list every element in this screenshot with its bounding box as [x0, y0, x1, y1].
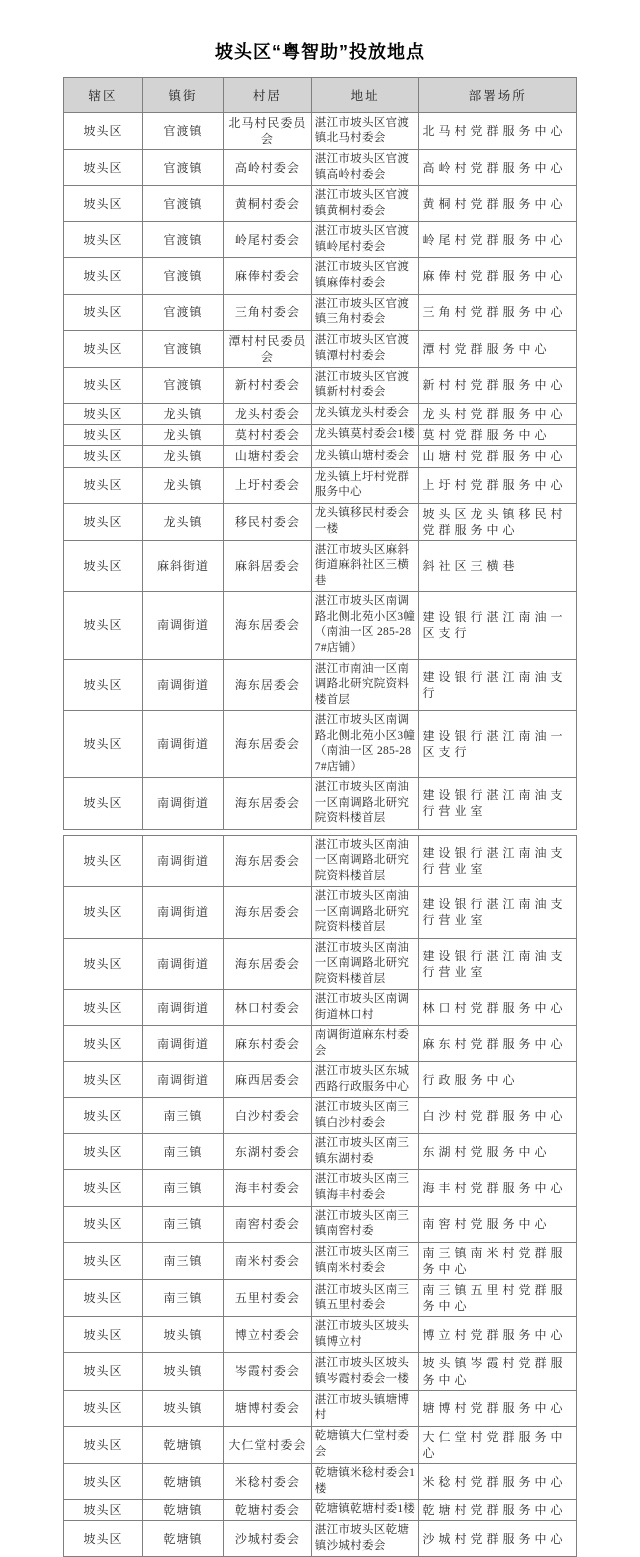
table-row: [64, 1170, 577, 1206]
cell-address: 龙头镇龙头村委会: [311, 403, 419, 424]
cell-site: 米稔村党群服务中心: [419, 1464, 577, 1500]
cell-town: 南调街道: [143, 990, 224, 1026]
table-row: [64, 938, 577, 990]
cell-district: 坡头区: [64, 113, 143, 150]
table-section-1: [63, 77, 577, 830]
cell-town: 官渡镇: [143, 367, 224, 403]
cell-site: 三角村党群服务中心: [419, 294, 577, 330]
cell-town: 南三镇: [143, 1134, 224, 1170]
cell-village: 沙城村委会: [224, 1521, 312, 1557]
cell-site: 建设银行湛江南油一区支行: [419, 592, 577, 659]
cell-district: 坡头区: [64, 425, 143, 446]
table-row: [64, 1521, 577, 1557]
cell-address: 湛江市坡头区南油一区南调路北研究院资料楼首层: [311, 778, 419, 830]
cell-site: 南窖村党服务中心: [419, 1206, 577, 1242]
cell-address: 湛江市坡头区南调街道林口村: [311, 990, 419, 1026]
cell-address: 乾塘镇大仁堂村委会: [311, 1426, 419, 1463]
table-row: [64, 186, 577, 222]
table-row: [64, 1390, 577, 1426]
cell-village: 岑霞村委会: [224, 1353, 312, 1390]
cell-village: 大仁堂村委会: [224, 1426, 312, 1463]
cell-address: 湛江市坡头区官渡镇高岭村委会: [311, 150, 419, 186]
cell-town: 龙头镇: [143, 446, 224, 467]
cell-town: 南调街道: [143, 938, 224, 990]
cell-village: 白沙村委会: [224, 1098, 312, 1134]
cell-village: 北马村民委员会: [224, 113, 312, 150]
cell-town: 龙头镇: [143, 403, 224, 424]
cell-town: 龙头镇: [143, 467, 224, 503]
cell-address: 湛江市坡头区南三镇东湖村委: [311, 1134, 419, 1170]
cell-district: 坡头区: [64, 1206, 143, 1242]
cell-village: 海东居委会: [224, 938, 312, 990]
cell-village: 南窖村委会: [224, 1206, 312, 1242]
cell-town: 官渡镇: [143, 113, 224, 150]
cell-town: 坡头镇: [143, 1317, 224, 1353]
cell-district: 坡头区: [64, 711, 143, 778]
cell-address: 龙头镇上圩村党群服务中心: [311, 467, 419, 503]
cell-town: 乾塘镇: [143, 1500, 224, 1521]
column-header-district: 辖区: [64, 78, 143, 113]
cell-town: 南三镇: [143, 1098, 224, 1134]
cell-site: 龙头村党群服务中心: [419, 403, 577, 424]
cell-address: 湛江市坡头区东城西路行政服务中心: [311, 1062, 419, 1098]
cell-district: 坡头区: [64, 186, 143, 222]
cell-district: 坡头区: [64, 467, 143, 503]
cell-district: 坡头区: [64, 258, 143, 294]
cell-address: 湛江市坡头区南调路北侧北苑小区3幢（南油一区 285-287#店铺）: [311, 711, 419, 778]
cell-site: 东湖村党服务中心: [419, 1134, 577, 1170]
table-row: [64, 778, 577, 830]
cell-site: 沙城村党群服务中心: [419, 1521, 577, 1557]
cell-district: 坡头区: [64, 150, 143, 186]
cell-district: 坡头区: [64, 1062, 143, 1098]
cell-address: 龙头镇山塘村委会: [311, 446, 419, 467]
table-row: [64, 1206, 577, 1242]
cell-town: 乾塘镇: [143, 1521, 224, 1557]
cell-district: 坡头区: [64, 1170, 143, 1206]
cell-village: 新村村委会: [224, 367, 312, 403]
cell-address: 湛江市坡头区南油一区南调路北研究院资料楼首层: [311, 835, 419, 887]
cell-site: 南三镇南米村党群服务中心: [419, 1242, 577, 1279]
cell-town: 坡头镇: [143, 1390, 224, 1426]
cell-site: 麻俸村党群服务中心: [419, 258, 577, 294]
cell-town: 南调街道: [143, 1062, 224, 1098]
cell-address: 龙头镇移民村委会一楼: [311, 503, 419, 540]
cell-address: 湛江市坡头区官渡镇麻俸村委会: [311, 258, 419, 294]
cell-town: 官渡镇: [143, 150, 224, 186]
cell-site: 博立村党群服务中心: [419, 1317, 577, 1353]
table-row: [64, 1026, 577, 1062]
table-row: [64, 1353, 577, 1390]
cell-site: 南三镇五里村党群服务中心: [419, 1279, 577, 1316]
cell-address: 湛江市坡头区南三镇南米村委会: [311, 1242, 419, 1279]
cell-village: 南米村委会: [224, 1242, 312, 1279]
table-row: [64, 467, 577, 503]
table-row: [64, 446, 577, 467]
table-row: [64, 222, 577, 258]
cell-district: 坡头区: [64, 1026, 143, 1062]
cell-town: 官渡镇: [143, 222, 224, 258]
table-row: [64, 711, 577, 778]
table-row: [64, 294, 577, 330]
cell-site: 北马村党群服务中心: [419, 113, 577, 150]
document-page: [0, 38, 640, 1554]
cell-site: 麻东村党群服务中心: [419, 1026, 577, 1062]
table-row: [64, 1242, 577, 1279]
cell-district: 坡头区: [64, 835, 143, 887]
cell-address: 湛江市南油一区南调路北研究院资料楼首层: [311, 659, 419, 711]
cell-village: 海东居委会: [224, 778, 312, 830]
column-header-site: 部署场所: [419, 78, 577, 113]
cell-village: 海东居委会: [224, 835, 312, 887]
cell-village: 海丰村委会: [224, 1170, 312, 1206]
table-row: [64, 503, 577, 540]
cell-town: 官渡镇: [143, 294, 224, 330]
cell-address: 湛江市坡头区官渡镇潭村村委会: [311, 330, 419, 367]
cell-district: 坡头区: [64, 367, 143, 403]
cell-village: 海东居委会: [224, 592, 312, 659]
cell-address: 湛江市坡头区南三镇海丰村委会: [311, 1170, 419, 1206]
cell-site: 建设银行湛江南油支行: [419, 659, 577, 711]
cell-address: 湛江市坡头区坡头镇岑霞村委会一楼: [311, 1353, 419, 1390]
cell-town: 乾塘镇: [143, 1464, 224, 1500]
cell-town: 官渡镇: [143, 330, 224, 367]
cell-district: 坡头区: [64, 1134, 143, 1170]
cell-address: 湛江市坡头区官渡镇三角村委会: [311, 294, 419, 330]
cell-district: 坡头区: [64, 659, 143, 711]
table-body-2: [64, 835, 577, 1557]
cell-district: 坡头区: [64, 1390, 143, 1426]
cell-village: 莫村村委会: [224, 425, 312, 446]
cell-address: 湛江市坡头区南三镇五里村委会: [311, 1279, 419, 1316]
cell-address: 湛江市坡头区南三镇白沙村委会: [311, 1098, 419, 1134]
table-body-1: [64, 113, 577, 830]
cell-address: 湛江市坡头镇塘博村: [311, 1390, 419, 1426]
cell-site: 岭尾村党群服务中心: [419, 222, 577, 258]
cell-district: 坡头区: [64, 446, 143, 467]
table-row: [64, 330, 577, 367]
cell-village: 山塘村委会: [224, 446, 312, 467]
table-row: [64, 367, 577, 403]
cell-site: 新村村党群服务中心: [419, 367, 577, 403]
table-row: [64, 150, 577, 186]
cell-district: 坡头区: [64, 1317, 143, 1353]
cell-address: 湛江市坡头区麻斜街道麻斜社区三横巷: [311, 540, 419, 592]
cell-village: 上圩村委会: [224, 467, 312, 503]
table-row: [64, 1134, 577, 1170]
cell-site: 大仁堂村党群服务中心: [419, 1426, 577, 1463]
cell-town: 南调街道: [143, 1026, 224, 1062]
cell-district: 坡头区: [64, 330, 143, 367]
table-row: [64, 592, 577, 659]
cell-site: 白沙村党群服务中心: [419, 1098, 577, 1134]
table-row: [64, 990, 577, 1026]
cell-site: 高岭村党群服务中心: [419, 150, 577, 186]
cell-site: 建设银行湛江南油支行营业室: [419, 778, 577, 830]
cell-village: 米稔村委会: [224, 1464, 312, 1500]
cell-address: 湛江市坡头区坡头镇博立村: [311, 1317, 419, 1353]
cell-district: 坡头区: [64, 540, 143, 592]
cell-town: 官渡镇: [143, 186, 224, 222]
cell-village: 麻俸村委会: [224, 258, 312, 294]
cell-village: 移民村委会: [224, 503, 312, 540]
cell-town: 南三镇: [143, 1170, 224, 1206]
table-row: [64, 540, 577, 592]
cell-town: 南三镇: [143, 1242, 224, 1279]
cell-village: 塘博村委会: [224, 1390, 312, 1426]
page-title: 坡头区“粤智助”投放地点: [215, 42, 425, 62]
cell-village: 岭尾村委会: [224, 222, 312, 258]
cell-town: 南三镇: [143, 1206, 224, 1242]
table-row: [64, 1098, 577, 1134]
column-header-town: 镇街: [143, 78, 224, 113]
cell-town: 坡头镇: [143, 1353, 224, 1390]
table-row: [64, 1062, 577, 1098]
cell-site: 山塘村党群服务中心: [419, 446, 577, 467]
cell-address: 乾塘镇米稔村委会1楼: [311, 1464, 419, 1500]
cell-district: 坡头区: [64, 1242, 143, 1279]
cell-village: 三角村委会: [224, 294, 312, 330]
cell-town: 龙头镇: [143, 503, 224, 540]
cell-site: 建设银行湛江南油支行营业室: [419, 887, 577, 939]
cell-town: 南调街道: [143, 711, 224, 778]
cell-district: 坡头区: [64, 887, 143, 939]
cell-town: 南调街道: [143, 592, 224, 659]
table-section-2: [63, 835, 577, 1557]
cell-address: 湛江市坡头区官渡镇岭尾村委会: [311, 222, 419, 258]
cell-village: 麻东村委会: [224, 1026, 312, 1062]
cell-address: 乾塘镇乾塘村委1楼: [311, 1500, 419, 1521]
cell-district: 坡头区: [64, 1353, 143, 1390]
cell-district: 坡头区: [64, 1500, 143, 1521]
cell-village: 乾塘村委会: [224, 1500, 312, 1521]
cell-town: 南调街道: [143, 887, 224, 939]
cell-district: 坡头区: [64, 938, 143, 990]
cell-village: 五里村委会: [224, 1279, 312, 1316]
cell-district: 坡头区: [64, 1279, 143, 1316]
cell-village: 麻西居委会: [224, 1062, 312, 1098]
cell-village: 海东居委会: [224, 887, 312, 939]
table-row: [64, 1464, 577, 1500]
cell-address: 湛江市坡头区官渡镇黄桐村委会: [311, 186, 419, 222]
placement-table: [63, 77, 577, 1557]
cell-site: 塘博村党群服务中心: [419, 1390, 577, 1426]
cell-village: 黄桐村委会: [224, 186, 312, 222]
table-row: [64, 1279, 577, 1316]
cell-site: 海丰村党群服务中心: [419, 1170, 577, 1206]
header-row: [64, 78, 577, 113]
cell-village: 海东居委会: [224, 711, 312, 778]
cell-site: 乾塘村党群服务中心: [419, 1500, 577, 1521]
table-row: [64, 258, 577, 294]
cell-village: 高岭村委会: [224, 150, 312, 186]
table-row: [64, 887, 577, 939]
cell-village: 麻斜居委会: [224, 540, 312, 592]
cell-village: 海东居委会: [224, 659, 312, 711]
cell-town: 乾塘镇: [143, 1426, 224, 1463]
column-header-village: 村居: [224, 78, 312, 113]
cell-town: 南三镇: [143, 1279, 224, 1316]
table-row: [64, 835, 577, 887]
cell-village: 林口村委会: [224, 990, 312, 1026]
cell-town: 龙头镇: [143, 425, 224, 446]
cell-address: 湛江市坡头区官渡镇北马村委会: [311, 113, 419, 150]
cell-address: 湛江市坡头区南油一区南调路北研究院资料楼首层: [311, 938, 419, 990]
cell-site: 上圩村党群服务中心: [419, 467, 577, 503]
cell-district: 坡头区: [64, 1521, 143, 1557]
cell-village: 博立村委会: [224, 1317, 312, 1353]
cell-address: 湛江市坡头区官渡镇新村村委会: [311, 367, 419, 403]
cell-district: 坡头区: [64, 1098, 143, 1134]
cell-village: 龙头村委会: [224, 403, 312, 424]
cell-district: 坡头区: [64, 294, 143, 330]
cell-district: 坡头区: [64, 1426, 143, 1463]
cell-address: 湛江市坡头区南油一区南调路北研究院资料楼首层: [311, 887, 419, 939]
cell-address: 湛江市坡头区南调路北侧北苑小区3幢（南油一区 285-287#店铺）: [311, 592, 419, 659]
table-row: [64, 425, 577, 446]
cell-village: 东湖村委会: [224, 1134, 312, 1170]
cell-town: 麻斜街道: [143, 540, 224, 592]
cell-district: 坡头区: [64, 503, 143, 540]
table-header: [64, 78, 577, 113]
cell-town: 官渡镇: [143, 258, 224, 294]
cell-address: 南调街道麻东村委会: [311, 1026, 419, 1062]
table-row: [64, 1426, 577, 1463]
table-row: [64, 659, 577, 711]
table-row: [64, 1500, 577, 1521]
cell-site: 林口村党群服务中心: [419, 990, 577, 1026]
cell-address: 湛江市坡头区乾塘镇沙城村委会: [311, 1521, 419, 1557]
cell-site: 建设银行湛江南油一区支行: [419, 711, 577, 778]
cell-site: 潭村党群服务中心: [419, 330, 577, 367]
cell-site: 坡头镇岑霞村党群服务中心: [419, 1353, 577, 1390]
cell-district: 坡头区: [64, 1464, 143, 1500]
cell-site: 建设银行湛江南油支行营业室: [419, 938, 577, 990]
cell-site: 斜社区三横巷: [419, 540, 577, 592]
cell-address: 湛江市坡头区南三镇南窖村委: [311, 1206, 419, 1242]
cell-district: 坡头区: [64, 403, 143, 424]
cell-site: 建设银行湛江南油支行营业室: [419, 835, 577, 887]
cell-district: 坡头区: [64, 592, 143, 659]
table-row: [64, 113, 577, 150]
cell-town: 南调街道: [143, 778, 224, 830]
cell-site: 坡头区龙头镇移民村党群服务中心: [419, 503, 577, 540]
cell-district: 坡头区: [64, 222, 143, 258]
cell-site: 莫村党群服务中心: [419, 425, 577, 446]
cell-site: 行政服务中心: [419, 1062, 577, 1098]
column-header-address: 地址: [311, 78, 419, 113]
cell-district: 坡头区: [64, 778, 143, 830]
cell-site: 黄桐村党群服务中心: [419, 186, 577, 222]
cell-town: 南调街道: [143, 659, 224, 711]
table-row: [64, 403, 577, 424]
cell-address: 龙头镇莫村委会1楼: [311, 425, 419, 446]
table-row: [64, 1317, 577, 1353]
cell-district: 坡头区: [64, 990, 143, 1026]
cell-town: 南调街道: [143, 835, 224, 887]
cell-village: 潭村村民委员会: [224, 330, 312, 367]
